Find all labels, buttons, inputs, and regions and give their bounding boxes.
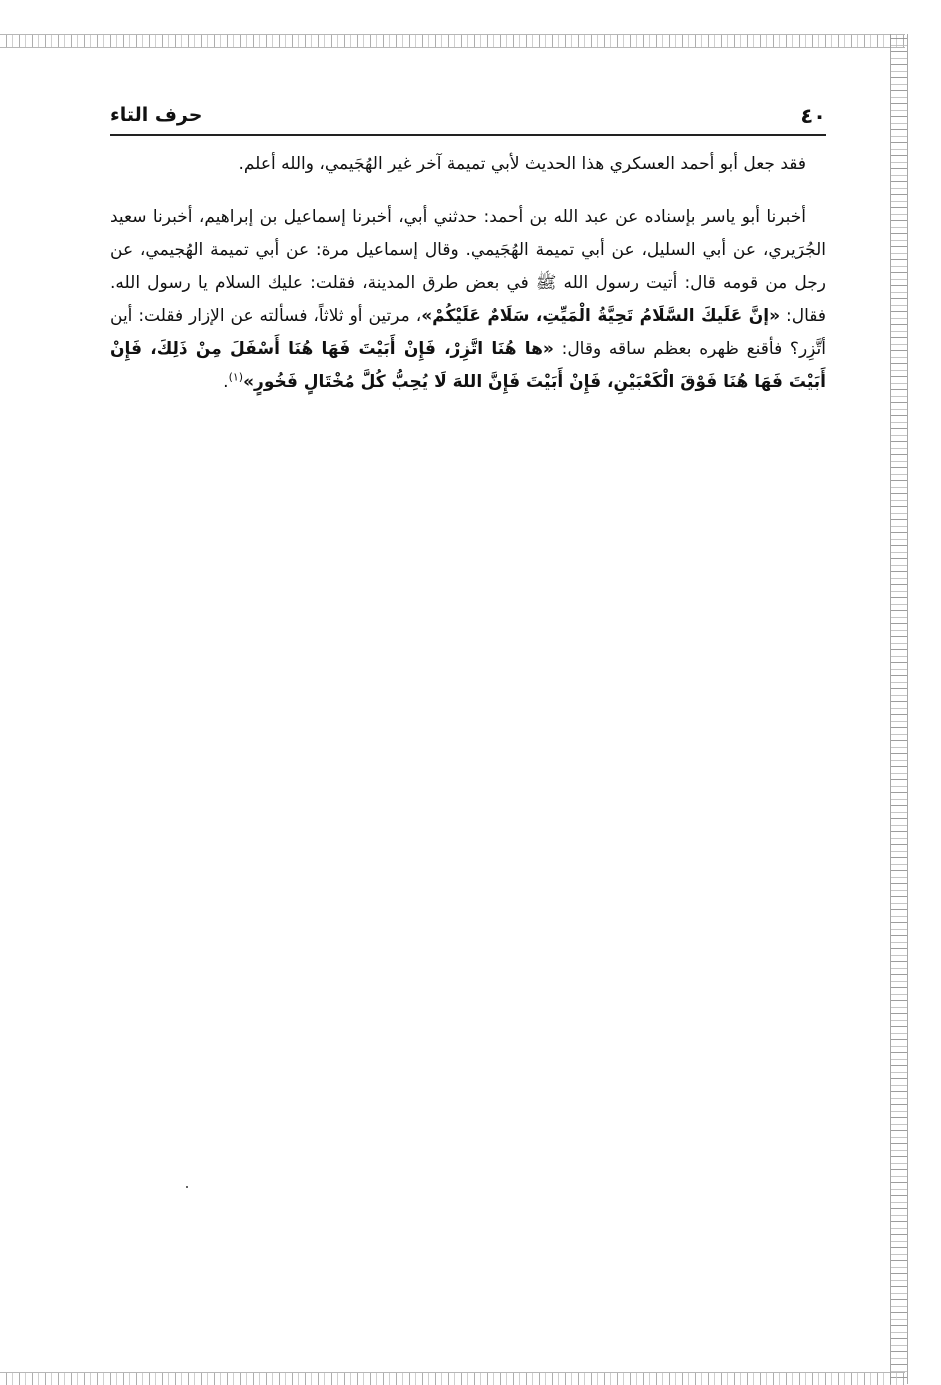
- paragraph-2-end: .: [223, 372, 229, 392]
- paragraph-2-text-2: ، مرتين أو ثلاثاً، فسألته عن الإزار فقلت: أين أتَّزِر؟ فأقنع ظهره بعظم ساقه وقال:: [110, 306, 826, 359]
- hadith-quote-1: «إنَّ عَلَيكَ السَّلَامُ تَحِيَّةُ الْمَيِّتِ، سَلَامٌ عَلَيْكُمْ»: [421, 306, 781, 326]
- paragraph-2-text-1: أخبرنا أبو ياسر بإسناده عن عبد الله بن أحمد: حدثني أبي، أخبرنا إسماعيل بن إبراهيم، أخبرنا سعيد الجُرَيري، عن أبي السليل، عن أبي تميمة الهُجَيمي. وقال إسماعيل مرة: عن أبي تميمة الهُجيمي، عن رجل من قومه قال: أتيت رسول الله ﷺ في بعض طرق المدينة، فقلت: عليك السلام يا رسول الله. فقال:: [110, 207, 826, 326]
- chapter-title: حرف التاء: [110, 104, 203, 126]
- paragraph-1: فقد جعل أبو أحمد العسكري هذا الحديث لأبي تميمة آخر غير الهُجَيمي، والله أعلم.: [238, 154, 806, 174]
- top-ornamental-border: [0, 34, 905, 48]
- bottom-ornamental-border: [0, 1372, 905, 1385]
- paragraph-2: [110, 201, 826, 399]
- right-ornamental-border: [890, 34, 908, 1384]
- page-number: ٤٠: [800, 104, 826, 128]
- page-header: [110, 100, 826, 136]
- page-body: [110, 148, 826, 399]
- scan-speck: [186, 1186, 188, 1188]
- hadith-quote-2: «ها هُنَا اتَّزِرْ، فَإِنْ أَبَيْتَ فَهَا هُنَا أَسْفَلَ مِنْ ذَلِكَ، فَإِنْ أَبَيْتَ فَهَا هُنَا فَوْقَ الْكَعْبَيْنِ، فَإِنْ أَبَيْتَ فَإِنَّ اللهَ لَا يُحِبُّ كُلَّ مُخْتَالٍ فَخُورٍ»: [110, 339, 826, 392]
- footnote-reference: (١): [228, 370, 244, 384]
